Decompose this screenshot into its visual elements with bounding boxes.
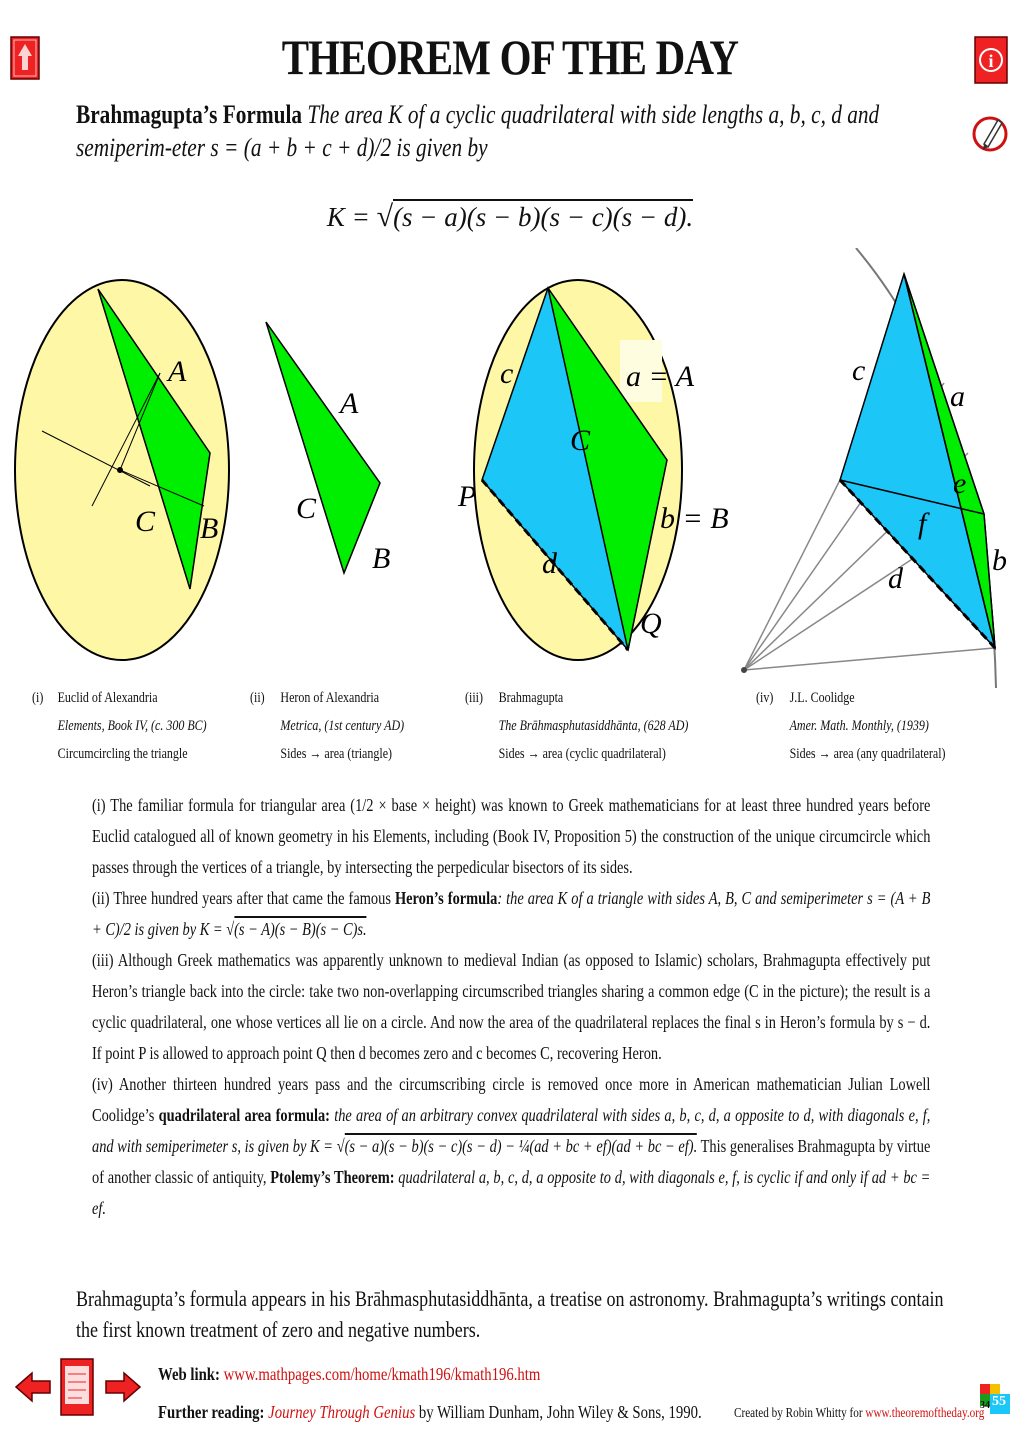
paragraph-iv: (iv) Another thirteen hundred years pass and the circumscribing circle is removed once more in American mathematician Julian Lowell Coolidge’s quadrilateral area formula: the area of an arbitrary convex quadrilateral with sides a, b, c, d, a opposite to d, with diagonals e, f, and with semiperimeter s, is given by K = √(s − a)(s − b)(s − c)(s − d) − ¼(ad + bc + ef)(ad + bc − ef). This generalises Brahmagupta by virtue of another classic of antiquity, Ptolemy’s Theorem: quadrilateral a, b, c, d, a opposite to d, with diagonals e, f, is cyclic if and only if ad + bc = ef. bbox=[92, 1074, 931, 1218]
reading-title[interactable]: Journey Through Genius bbox=[268, 1402, 416, 1422]
caption-i bbox=[32, 684, 250, 768]
fig4-label-e: e bbox=[953, 467, 967, 500]
theorem-text: The area K of a cyclic quadrilateral with side lengths a, b, c, d and semiperim-eter s = (a + b + c + d)/2 is given by bbox=[76, 100, 880, 162]
fig2-label-b: B bbox=[372, 542, 391, 575]
fig1-label-c: C bbox=[135, 505, 156, 538]
fig2-label-c: C bbox=[296, 492, 317, 525]
text: quadrilateral a, b, c, d, a opposite to d, with diagonals e, f, is cyclic if and only if ad + bc = ef. bbox=[92, 1167, 931, 1218]
coolidge-formula-name: quadrilateral area formula: bbox=[158, 1105, 330, 1125]
credit-text: Created by Robin Whitty for bbox=[734, 1406, 863, 1421]
caption-num: (i) bbox=[32, 690, 44, 706]
text: : the area K of a triangle with sides A, B, C and semiperimeter s = (A + B + C)/2 is given by K = bbox=[92, 888, 931, 939]
explanation bbox=[92, 790, 930, 1224]
caption-line: Metrica, (1st century AD) bbox=[280, 718, 405, 734]
caption-line: Brahmagupta bbox=[498, 690, 564, 706]
fig3-label-q: Q bbox=[640, 607, 662, 640]
closing-text: Brahmagupta’s formula appears in his Brāhmasphutasiddhānta, a treatise on astronomy. Brahmagupta’s writings contain the first known treatment of zero and negative numbers. bbox=[76, 1286, 944, 1342]
caption-num: (iv) bbox=[756, 690, 774, 706]
paragraph-ii: (ii) Three hundred years after that came the famous Heron’s formula: the area K of a triangle with sides A, B, C and semiperimeter s = (A + B + C)/2 is given by K = √(s − A)(s − B)(s − C)s. bbox=[92, 888, 931, 939]
further-reading-row bbox=[158, 1402, 821, 1423]
coolidge-formula: (s − a)(s − b)(s − c)(s − d) − ¼(ad + bc + ef)(ad + bc − ef). bbox=[345, 1133, 698, 1156]
caption-line: Sides → area (cyclic quadrilateral) bbox=[498, 746, 666, 762]
previous-arrow-icon[interactable] bbox=[14, 1370, 52, 1404]
caption-num: (iii) bbox=[465, 690, 483, 706]
page-title: THEOREM OF THE DAY bbox=[281, 29, 739, 85]
caption-line: Sides → area (triangle) bbox=[280, 746, 393, 762]
caption-line: Euclid of Alexandria bbox=[57, 690, 158, 706]
formula-lhs: K = bbox=[326, 202, 370, 232]
next-arrow-icon[interactable] bbox=[104, 1370, 142, 1404]
fig4-label-f: f bbox=[918, 507, 927, 540]
further-reading-label: Further reading: bbox=[158, 1402, 265, 1422]
web-link-row bbox=[158, 1364, 624, 1385]
fig3-label-a: a = A bbox=[626, 360, 695, 393]
main-formula: K = √(s − a)(s − b)(s − c)(s − d). bbox=[326, 200, 694, 233]
fig4-label-b: b bbox=[992, 544, 1007, 577]
caption-ii bbox=[250, 684, 443, 768]
fig3-label-bigc: C bbox=[570, 424, 591, 457]
page-number: 55 bbox=[992, 1394, 1006, 1409]
closing-remark bbox=[76, 1283, 956, 1345]
caption-iv bbox=[756, 684, 993, 768]
caption-line: Circumcircling the triangle bbox=[57, 746, 188, 762]
fig4-label-c: c bbox=[852, 354, 866, 387]
fig1-label-a: A bbox=[168, 355, 187, 388]
caption-iii bbox=[465, 684, 744, 768]
heron-formula: (s − A)(s − B)(s − C)s. bbox=[234, 916, 366, 939]
web-link-label: Web link: bbox=[158, 1364, 220, 1384]
figure-heron bbox=[266, 322, 390, 575]
info-icon[interactable] bbox=[974, 36, 1008, 84]
badge-number: 34 bbox=[980, 1400, 990, 1411]
caption-line: Amer. Math. Monthly, (1939) bbox=[789, 718, 929, 734]
herons-formula: Heron’s formula bbox=[394, 888, 498, 908]
fig4-label-a: a bbox=[950, 380, 965, 413]
caption-line: Sides → area (any quadrilateral) bbox=[789, 746, 946, 762]
theorem-name: Brahmagupta’s Formula bbox=[76, 100, 303, 129]
fig3-label-c: c bbox=[500, 357, 514, 390]
pencil-icon[interactable] bbox=[970, 102, 1010, 164]
home-icon[interactable] bbox=[10, 36, 40, 80]
text: This generalises Brahmagupta by virtue of another classic of antiquity, bbox=[92, 1136, 931, 1187]
caption-line: J.L. Coolidge bbox=[789, 690, 855, 706]
book-icon[interactable] bbox=[60, 1358, 94, 1416]
fig3-label-p: P bbox=[458, 480, 477, 513]
theorem-statement bbox=[76, 98, 956, 164]
fig3-label-d: d bbox=[542, 547, 557, 580]
caption-line: Elements, Book IV, (c. 300 BC) bbox=[57, 718, 207, 734]
figure-euclid bbox=[15, 280, 229, 660]
fig4-label-d: d bbox=[888, 562, 903, 595]
caption-num: (ii) bbox=[250, 690, 265, 706]
web-link[interactable]: www.mathpages.com/home/kmath196/kmath196.htm bbox=[223, 1364, 541, 1384]
figures-panel bbox=[0, 248, 1020, 688]
formula-rhs: (s − a)(s − b)(s − c)(s − d). bbox=[393, 199, 693, 232]
fig3-label-b: b = B bbox=[660, 502, 729, 535]
credit bbox=[734, 1406, 1020, 1422]
fig1-label-b: B bbox=[200, 512, 219, 545]
text: (ii) Three hundred years after that came the famous bbox=[92, 888, 391, 908]
fig2-label-a: A bbox=[340, 387, 359, 420]
ptolemy-theorem-name: Ptolemy’s Theorem: bbox=[270, 1167, 395, 1187]
caption-line: The Brāhmasphutasiddhānta, (628 AD) bbox=[498, 718, 689, 734]
figure-coolidge bbox=[741, 248, 1007, 688]
credit-link[interactable]: www.theoremoftheday.org bbox=[865, 1406, 985, 1421]
text: (iv) Another thirteen hundred years pass and the circumscribing circle is removed once more in American mathematician Julian Lowell Coolidge’s bbox=[92, 1074, 931, 1125]
paragraph-iii: (iii) Although Greek mathematics was apparently unknown to medieval Indian (as opposed to Islamic) scholars, Brahmagupta effectively put Heron’s triangle back into the circle: take two non-overlapping circumscribed triangles sharing a common edge (C in the picture); the result is a cyclic quadrilateral, one whose vertices all lie on a circle. And now the area of the quadrilateral replaces the final s in Heron’s formula by s − d. If point P is allowed to approach point Q then d becomes zero and c becomes C, recovering Heron. bbox=[92, 950, 931, 1063]
page-badge bbox=[980, 1384, 1010, 1418]
reading-details: by William Dunham, John Wiley & Sons, 1990. bbox=[418, 1402, 702, 1422]
svg-text:i: i bbox=[988, 51, 994, 71]
figure-brahmagupta bbox=[457, 280, 729, 660]
text: the area of an arbitrary convex quadrilateral with sides a, b, c, d, a opposite to d, with diagonals e, f, and with semiperimeter s, is given by K = bbox=[92, 1105, 931, 1156]
caption-line: Heron of Alexandria bbox=[280, 690, 380, 706]
paragraph-i: (i) The familiar formula for triangular area (1/2 × base × height) was known to Greek mathematicians for at least three hundred years before Euclid catalogued all of known geometry in his Elements, including (Book IV, Proposition 5) the construction of the unique circumcircle which passes through the vertices of a triangle, by intersecting the perpedicular bisectors of its sides. bbox=[92, 795, 931, 877]
